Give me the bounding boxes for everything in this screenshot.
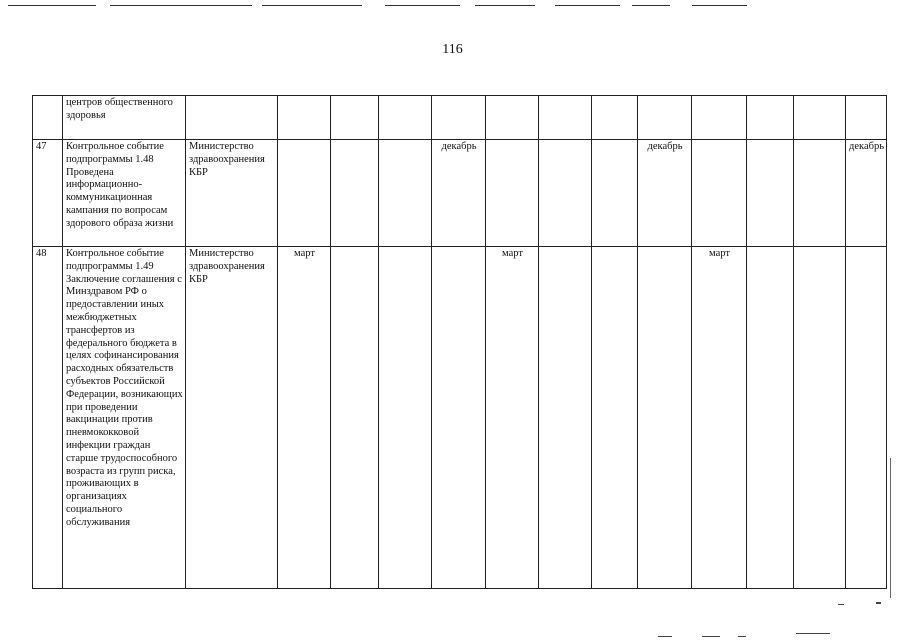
schedule-cell — [331, 247, 379, 589]
schedule-cell — [638, 96, 692, 140]
executor-cell — [186, 96, 278, 140]
row-number-cell: 47 — [33, 140, 63, 247]
schedule-cell — [592, 96, 638, 140]
schedule-cell — [747, 140, 794, 247]
schedule-cell — [486, 140, 539, 247]
schedule-cell — [486, 96, 539, 140]
table-row — [33, 140, 887, 247]
executor-cell: Министерство здравоохранения КБР — [186, 140, 278, 247]
schedule-cell — [592, 247, 638, 589]
schedule-cell — [846, 96, 887, 140]
schedule-cell — [379, 140, 432, 247]
executor-cell: Министерство здравоохранения КБР — [186, 247, 278, 589]
event-cell: Контрольное событие подпрограммы 1.49 Заключение соглашения с Минздравом РФ о предоставлении иных межбюджетных трансфертов из федерального бюджета в целях софинансирования расходных обязательств субъектов Российской Федерации, возникающих при проведении вакцинации против пневмококковой инфекции граждан старше трудоспособного возраста из групп риска, проживающих в организациях социального обслуживания — [63, 247, 186, 589]
schedule-cell: март — [486, 247, 539, 589]
schedule-cell — [379, 247, 432, 589]
schedule-cell — [692, 140, 747, 247]
row-number-cell — [33, 96, 63, 140]
schedule-cell — [331, 140, 379, 247]
schedule-cell — [638, 247, 692, 589]
schedule-cell — [331, 96, 379, 140]
schedule-cell — [278, 96, 331, 140]
schedule-cell — [539, 96, 592, 140]
page-number: 116 — [442, 42, 463, 57]
schedule-cell — [794, 247, 846, 589]
schedule-table — [32, 95, 887, 589]
schedule-cell — [379, 96, 432, 140]
schedule-cell: март — [692, 247, 747, 589]
event-cell: центров общественного здоровья — [63, 96, 186, 140]
schedule-cell: декабрь — [432, 140, 486, 247]
event-cell: Контрольное событие подпрограммы 1.48 Проведена информационно-коммуникационная кампания по вопросам здорового образа жизни — [63, 140, 186, 247]
schedule-cell — [794, 96, 846, 140]
schedule-cell — [432, 247, 486, 589]
scan-artifact-lines — [0, 0, 905, 10]
schedule-cell — [846, 247, 887, 589]
table-right-edge — [890, 458, 891, 598]
schedule-cell: март — [278, 247, 331, 589]
schedule-cell — [747, 96, 794, 140]
schedule-cell — [692, 96, 747, 140]
scan-artifact-marks — [0, 600, 905, 640]
schedule-cell: декабрь — [846, 140, 887, 247]
schedule-cell — [794, 140, 846, 247]
schedule-cell — [432, 96, 486, 140]
table-row — [33, 96, 887, 140]
schedule-cell — [539, 140, 592, 247]
table-row — [33, 247, 887, 589]
schedule-cell — [592, 140, 638, 247]
schedule-cell: декабрь — [638, 140, 692, 247]
schedule-cell — [747, 247, 794, 589]
schedule-cell — [278, 140, 331, 247]
schedule-cell — [539, 247, 592, 589]
row-number-cell: 48 — [33, 247, 63, 589]
